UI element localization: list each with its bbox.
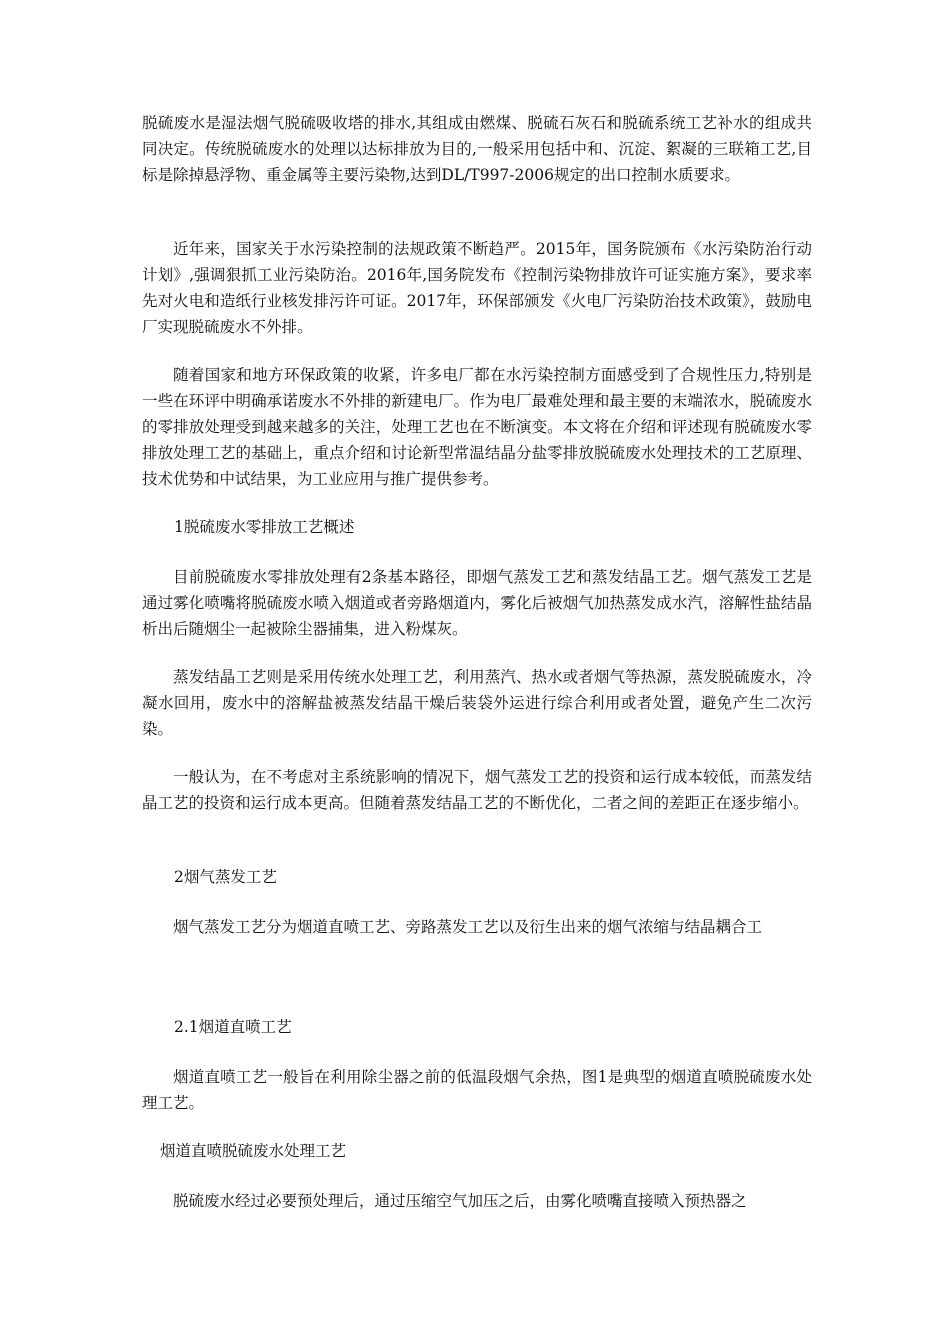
paragraph-comparison: 一般认为，在不考虑对主系统影响的情况下，烟气蒸发工艺的投资和运行成本较低，而蒸发结晶工艺的投资和运行成本更高。但随着蒸发结晶工艺的不断优化，二者之间的差距正在逐步缩小。 bbox=[142, 768, 812, 812]
paragraph-policy: 近年来，国家关于水污染控制的法规政策不断趋严。2015年，国务院颁布《水污染防治行动计划》,强调狠抓工业污染防治。2016年,国务院发布《控制污染物排放许可证实施方案》，要求率先对火电和造纸行业核发排污许可证。2017年，环保部颁发《火电厂污染防治技术政策》，鼓励电厂实现脱硫废水不外排。 bbox=[142, 240, 812, 336]
paragraph-overview: 目前脱硫废水零排放处理有2条基本路径，即烟气蒸发工艺和蒸发结晶工艺。烟气蒸发工艺是通过雾化喷嘴将脱硫废水喷入烟道或者旁路烟道内，雾化后被烟气加热蒸发成水汽，溶解性盐结晶析出后随烟尘一起被除尘器捕集，进入粉煤灰。 bbox=[142, 568, 812, 638]
paragraph-background: 随着国家和地方环保政策的收紧，许多电厂都在水污染控制方面感受到了合规性压力,特别是一些在环评中明确承诺废水不外排的新建电厂。作为电厂最难处理和最主要的末端浓水，脱硫废水的零排放处理受到越来越多的关注，处理工艺也在不断演变。本文将在介绍和评述现有脱硫废水零排放处理工艺的基础上，重点介绍和讨论新型常温结晶分盐零排放脱硫废水处理技术的工艺原理、技术优势和中试结果，为工业应用与推广提供参考。 bbox=[142, 366, 812, 488]
paragraph-flue-gas-evaporation: 烟气蒸发工艺分为烟道直喷工艺、旁路蒸发工艺以及衍生出来的烟气浓缩与结晶耦合工 bbox=[173, 918, 763, 936]
section-heading-2-1: 2.1烟道直喷工艺 bbox=[174, 1018, 292, 1036]
paragraph-pretreatment: 脱硫废水经过必要预处理后，通过压缩空气加压之后，由雾化喷嘴直接喷入预热器之 bbox=[173, 1192, 747, 1210]
section-heading-1: 1脱硫废水零排放工艺概述 bbox=[174, 518, 355, 536]
paragraph-intro: 脱硫废水是湿法烟气脱硫吸收塔的排水,其组成由燃煤、脱硫石灰石和脱硫系统工艺补水的组成共同决定。传统脱硫废水的处理以达标排放为目的,一般采用包括中和、沉淀、絮凝的三联箱工艺,目标是除掉悬浮物、重金属等主要污染物,达到DL/T997-2006规定的出口控制水质要求。 bbox=[142, 114, 812, 184]
figure-caption: 烟道直喷脱硫废水处理工艺 bbox=[160, 1142, 347, 1160]
paragraph-direct-spray: 烟道直喷工艺一般旨在利用除尘器之前的低温段烟气余热，图1是典型的烟道直喷脱硫废水处理工艺。 bbox=[142, 1068, 812, 1112]
section-heading-2: 2烟气蒸发工艺 bbox=[174, 868, 277, 886]
paragraph-evaporation-crystallization: 蒸发结晶工艺则是采用传统水处理工艺，利用蒸汽、热水或者烟气等热源，蒸发脱硫废水，冷凝水回用，废水中的溶解盐被蒸发结晶干燥后装袋外运进行综合利用或者处置，避免产生二次污染。 bbox=[142, 668, 812, 738]
